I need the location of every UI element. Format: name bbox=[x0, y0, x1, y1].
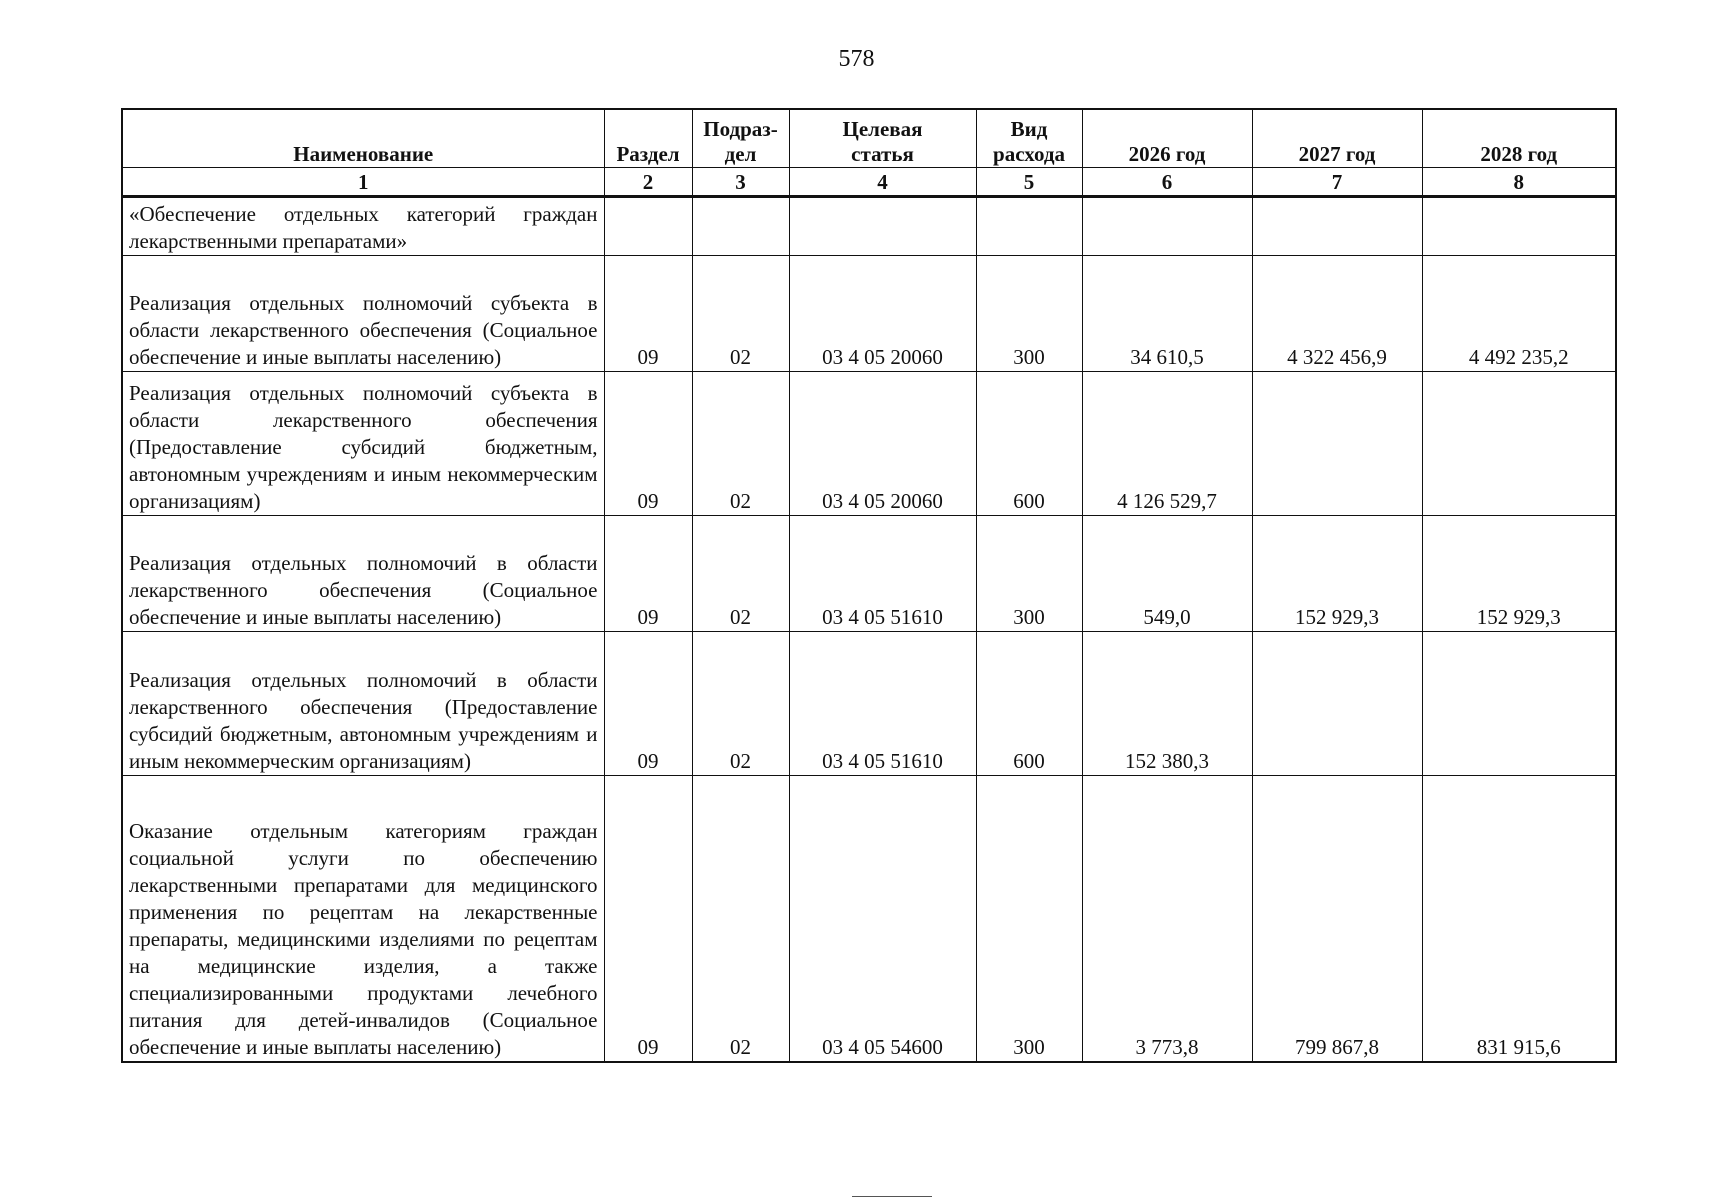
row-tselevaya: 03 4 05 51610 bbox=[789, 516, 976, 632]
column-number: 1 bbox=[122, 168, 604, 197]
header-2026: 2026 год bbox=[1082, 109, 1252, 168]
row-2027 bbox=[1252, 372, 1422, 516]
table-row bbox=[122, 516, 1616, 632]
row-podrazdel: 02 bbox=[692, 776, 789, 1062]
column-number: 7 bbox=[1252, 168, 1422, 197]
row-2027 bbox=[1252, 197, 1422, 256]
row-2027: 152 929,3 bbox=[1252, 516, 1422, 632]
row-tselevaya: 03 4 05 20060 bbox=[789, 256, 976, 372]
row-2026: 4 126 529,7 bbox=[1082, 372, 1252, 516]
row-razdel bbox=[604, 197, 692, 256]
row-2028: 831 915,6 bbox=[1422, 776, 1616, 1062]
header-name: Наименование bbox=[122, 109, 604, 168]
table-row bbox=[122, 776, 1616, 1062]
row-2026: 34 610,5 bbox=[1082, 256, 1252, 372]
row-vid: 600 bbox=[976, 632, 1082, 776]
row-tselevaya: 03 4 05 51610 bbox=[789, 632, 976, 776]
row-vid bbox=[976, 197, 1082, 256]
row-name: Реализация отдельных полномочий в области лекарственного обеспечения (Предоставление субсидий бюджетным, автономным учреждениям и иным некоммерческим организациям) bbox=[122, 632, 604, 776]
row-vid: 300 bbox=[976, 256, 1082, 372]
header-2028: 2028 год bbox=[1422, 109, 1616, 168]
row-tselevaya bbox=[789, 197, 976, 256]
row-2028 bbox=[1422, 372, 1616, 516]
row-razdel: 09 bbox=[604, 632, 692, 776]
table-row bbox=[122, 632, 1616, 776]
row-2027: 4 322 456,9 bbox=[1252, 256, 1422, 372]
row-razdel: 09 bbox=[604, 776, 692, 1062]
header-tselevaya-statya: Целевая статья bbox=[789, 109, 976, 168]
header-podrazdel: Подраз- дел bbox=[692, 109, 789, 168]
row-vid: 600 bbox=[976, 372, 1082, 516]
row-2026: 3 773,8 bbox=[1082, 776, 1252, 1062]
row-podrazdel: 02 bbox=[692, 256, 789, 372]
header-razdel: Раздел bbox=[604, 109, 692, 168]
row-2027 bbox=[1252, 632, 1422, 776]
table-row bbox=[122, 372, 1616, 516]
page-number: 578 bbox=[838, 46, 875, 72]
row-name: «Обеспечение отдельных категорий граждан лекарственными препаратами» bbox=[122, 197, 604, 256]
header-row bbox=[122, 109, 1616, 168]
row-name: Оказание отдельным категориям граждан социальной услуги по обеспечению лекарственными препаратами для медицинского применения по рецептам на лекарственные препараты, медицинскими изделиями по рецептам на медицинские изделия, а также специализированными продуктами лечебного питания для детей-инвалидов (Социальное обеспечение и иные выплаты населению) bbox=[122, 776, 604, 1062]
row-razdel: 09 bbox=[604, 372, 692, 516]
row-tselevaya: 03 4 05 20060 bbox=[789, 372, 976, 516]
table-row bbox=[122, 256, 1616, 372]
row-podrazdel bbox=[692, 197, 789, 256]
row-2028: 152 929,3 bbox=[1422, 516, 1616, 632]
column-number: 8 bbox=[1422, 168, 1616, 197]
row-razdel: 09 bbox=[604, 256, 692, 372]
row-2026: 152 380,3 bbox=[1082, 632, 1252, 776]
row-2028 bbox=[1422, 197, 1616, 256]
column-number-row bbox=[122, 168, 1616, 197]
column-number: 3 bbox=[692, 168, 789, 197]
row-2028: 4 492 235,2 bbox=[1422, 256, 1616, 372]
row-name: Реализация отдельных полномочий субъекта в области лекарственного обеспечения (Социальное обеспечение и иные выплаты населению) bbox=[122, 256, 604, 372]
column-number: 5 bbox=[976, 168, 1082, 197]
table-row bbox=[122, 197, 1616, 256]
column-number: 2 bbox=[604, 168, 692, 197]
row-vid: 300 bbox=[976, 776, 1082, 1062]
row-podrazdel: 02 bbox=[692, 632, 789, 776]
scan-artifact-line bbox=[852, 1196, 932, 1199]
column-number: 6 bbox=[1082, 168, 1252, 197]
row-2026: 549,0 bbox=[1082, 516, 1252, 632]
budget-table bbox=[121, 108, 1617, 1063]
row-name: Реализация отдельных полномочий в области лекарственного обеспечения (Социальное обеспечение и иные выплаты населению) bbox=[122, 516, 604, 632]
row-tselevaya: 03 4 05 54600 bbox=[789, 776, 976, 1062]
header-vid-raskhoda: Вид расхода bbox=[976, 109, 1082, 168]
row-razdel: 09 bbox=[604, 516, 692, 632]
row-2028 bbox=[1422, 632, 1616, 776]
header-2027: 2027 год bbox=[1252, 109, 1422, 168]
row-2027: 799 867,8 bbox=[1252, 776, 1422, 1062]
row-podrazdel: 02 bbox=[692, 516, 789, 632]
row-vid: 300 bbox=[976, 516, 1082, 632]
row-name: Реализация отдельных полномочий субъекта в области лекарственного обеспечения (Предоставление субсидий бюджетным, автономным учреждениям и иным некоммерческим организациям) bbox=[122, 372, 604, 516]
row-2026 bbox=[1082, 197, 1252, 256]
row-podrazdel: 02 bbox=[692, 372, 789, 516]
column-number: 4 bbox=[789, 168, 976, 197]
